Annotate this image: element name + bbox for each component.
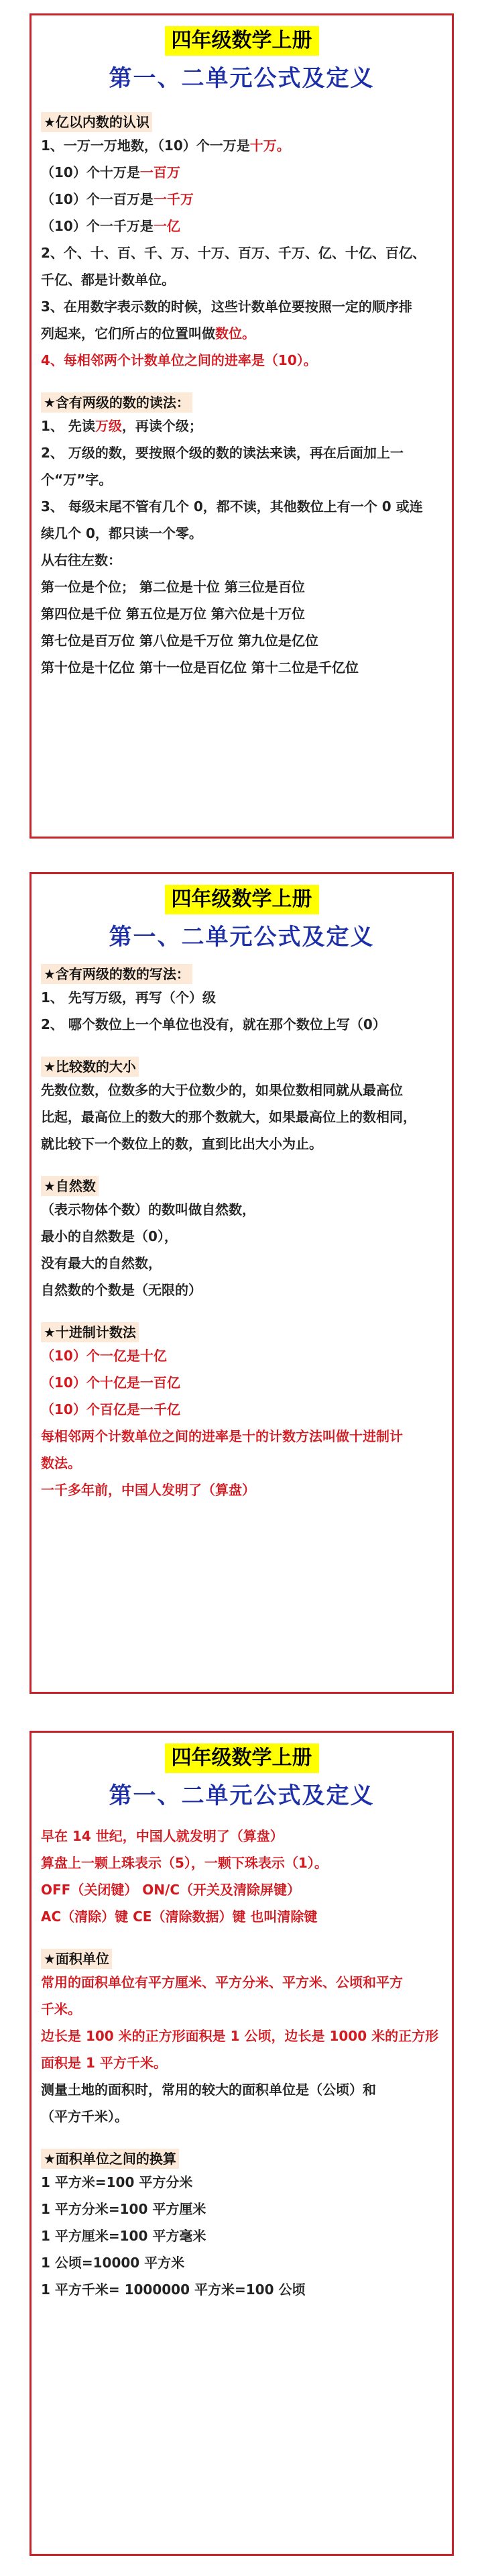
text-line: （10）个十万是一百万 xyxy=(41,164,180,180)
section-heading: ★亿以内数的认识 xyxy=(41,112,152,132)
page-subtitle: 第一、二单元公式及定义 xyxy=(109,924,375,951)
highlight-line: 一千多年前，中国人发明了（算盘） xyxy=(41,1482,255,1498)
highlight-line: 数法。 xyxy=(41,1455,81,1471)
page-subtitle: 第一、二单元公式及定义 xyxy=(109,65,375,92)
text-line: 列起来，它们所占的位置叫做数位。 xyxy=(41,325,255,341)
text-line: 1 公顷=10000 平方米 xyxy=(41,2255,185,2271)
text-line: 1 平方分米=100 平方厘米 xyxy=(41,2201,206,2217)
highlight-line: （10）个一亿是十亿 xyxy=(41,1348,167,1364)
highlight-line: 早在 14 世纪，中国人就发明了（算盘） xyxy=(41,1828,284,1844)
text-line: 第十位是十亿位 第十一位是百亿位 第十二位是千亿位 xyxy=(41,659,359,676)
highlight-line: 边长是 100 米的正方形面积是 1 公顷，边长是 1000 米的正方形 xyxy=(41,2028,439,2044)
page-1 xyxy=(29,13,454,839)
text-line: 自然数的个数是（无限的） xyxy=(41,1282,202,1298)
text-line: 就比较下一个数位上的数，直到比出大小为止。 xyxy=(41,1136,322,1152)
text-line: 个“万”字。 xyxy=(41,472,113,488)
page-content xyxy=(32,93,452,681)
highlight-line: 千米。 xyxy=(41,2001,81,2017)
text-line: （10）个一千万是一亿 xyxy=(41,218,180,234)
highlight-line: 常用的面积单位有平方厘米、平方分米、平方米、公顷和平方 xyxy=(41,1974,403,1990)
text-line: 测量土地的面积时，常用的较大的面积单位是（公顷）和 xyxy=(41,2082,376,2098)
section-heading: ★十进制计数法 xyxy=(41,1322,139,1342)
highlight-line: （10）个百亿是一千亿 xyxy=(41,1401,180,1417)
text-line: 1、 先读万级，再读个级； xyxy=(41,418,202,434)
text-line: （10）个一百万是一千万 xyxy=(41,191,194,207)
text-line: 3、在用数字表示数的时候，这些计数单位要按照一定的顺序排 xyxy=(41,299,412,315)
page-title: 四年级数学上册 xyxy=(165,1743,319,1773)
highlight-line: AC（清除）键 CE（清除数据）键 也叫清除键 xyxy=(41,1909,318,1925)
text-line: 比起，最高位上的数大的那个数就大，如果最高位上的数相同， xyxy=(41,1109,416,1125)
text-line: 第四位是千位 第五位是万位 第六位是十万位 xyxy=(41,606,305,622)
page-content xyxy=(32,1811,452,2303)
highlight-line: 4、每相邻两个计数单位之间的进率是（10）。 xyxy=(41,352,317,368)
section-heading: ★面积单位之间的换算 xyxy=(41,2149,179,2169)
page-title: 四年级数学上册 xyxy=(165,26,319,56)
text-line: 1 平方厘米=100 平方毫米 xyxy=(41,2228,206,2244)
text-line: 第一位是个位； 第二位是十位 第三位是百位 xyxy=(41,579,305,595)
page-title: 四年级数学上册 xyxy=(165,885,319,914)
highlight-line: 每相邻两个计数单位之间的进率是十的计数方法叫做十进制计 xyxy=(41,1428,403,1444)
highlight-line: 算盘上一颗上珠表示（5），一颗下珠表示（1）。 xyxy=(41,1855,328,1871)
section-heading: ★比较数的大小 xyxy=(41,1057,139,1077)
section-heading: ★含有两级的数的写法： xyxy=(41,964,192,984)
section-heading: ★自然数 xyxy=(41,1176,99,1196)
section-heading: ★含有两级的数的读法： xyxy=(41,392,192,413)
text-line: 千亿、都是计数单位。 xyxy=(41,272,175,288)
text-line: 3、 每级末尾不管有几个 0，都不读，其他数位上有一个 0 或连 xyxy=(41,498,423,515)
page-3 xyxy=(29,1731,454,2556)
highlight-line: OFF（关闭键） ON/C（开关及清除屏键） xyxy=(41,1882,301,1898)
title-row xyxy=(32,885,452,914)
text-line: 1、 先写万级，再写（个）级 xyxy=(41,989,216,1006)
text-line: 1 平方千米= 1000000 平方米=100 公顷 xyxy=(41,2282,306,2298)
text-line: 先数位数，位数多的大于位数少的，如果位数相同就从最高位 xyxy=(41,1082,403,1098)
text-line: 2、 哪个数位上一个单位也没有，就在那个数位上写（0） xyxy=(41,1016,386,1032)
text-line: 2、个、十、百、千、万、十万、百万、千万、亿、十亿、百亿、 xyxy=(41,245,426,261)
highlight-line: 面积是 1 平方千米。 xyxy=(41,2055,167,2071)
text-line: 1 平方米=100 平方分米 xyxy=(41,2174,193,2190)
text-line: 最小的自然数是（0）， xyxy=(41,1228,178,1244)
text-line: 从右往左数： xyxy=(41,552,121,568)
text-line: 1、一万一万地数，（10）个一万是十万。 xyxy=(41,138,290,154)
highlight-line: （10）个十亿是一百亿 xyxy=(41,1375,180,1391)
page-content xyxy=(32,952,452,1503)
title-row xyxy=(32,26,452,56)
text-line: （平方千米）。 xyxy=(41,2108,128,2125)
text-line: （表示物体个数）的数叫做自然数， xyxy=(41,1201,255,1218)
text-line: 没有最大的自然数， xyxy=(41,1255,162,1271)
page-2 xyxy=(29,872,454,1694)
section-heading: ★面积单位 xyxy=(41,1949,112,1969)
text-line: 2、 万级的数，要按照个级的数的读法来读，再在后面加上一 xyxy=(41,445,404,461)
title-row xyxy=(32,1743,452,1773)
page-subtitle: 第一、二单元公式及定义 xyxy=(109,1782,375,1809)
text-line: 第七位是百万位 第八位是千万位 第九位是亿位 xyxy=(41,633,318,649)
text-line: 续几个 0，都只读一个零。 xyxy=(41,525,202,541)
